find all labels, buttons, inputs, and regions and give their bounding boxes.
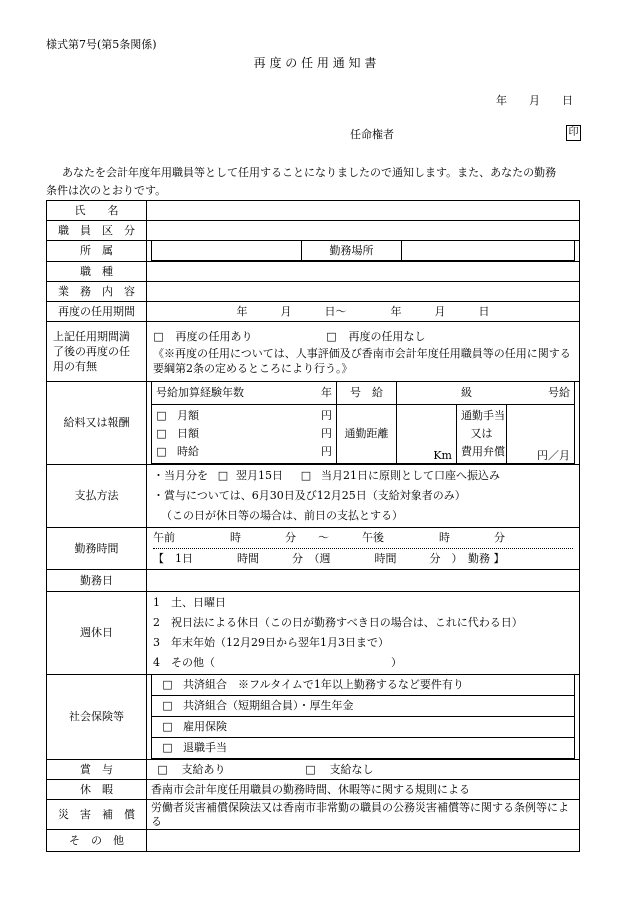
checkbox-ins-3[interactable]: □	[162, 720, 173, 733]
label-category: 職 員 区 分	[47, 221, 147, 241]
row-holiday	[47, 592, 580, 675]
label-hourly: 時給	[177, 445, 199, 458]
insurance-option-4	[152, 738, 575, 759]
row-job-type	[47, 262, 580, 282]
unit-km: Km	[397, 405, 457, 464]
label-name: 氏 名	[47, 201, 147, 221]
value-other[interactable]	[147, 830, 580, 852]
label-leave: 休 暇	[47, 780, 147, 800]
pay-line-1c: 当月21日に原則として口座へ振込み	[321, 469, 500, 482]
hours-line-2[interactable]: 【 1日 時間 分 （週 時間 分 ） 勤務 】	[153, 548, 573, 569]
row-other	[47, 830, 580, 852]
document-title: 再 度 の 任 用 通 知 書	[253, 56, 377, 70]
value-payment	[147, 465, 580, 528]
value-holiday	[147, 592, 580, 675]
appointer-label: 任命権者	[350, 128, 394, 141]
label-commute-distance: 通勤距離	[337, 405, 397, 464]
label-hours: 勤務時間	[47, 528, 147, 570]
row-hours	[47, 528, 580, 570]
label-payment: 支払方法	[47, 465, 147, 528]
checkbox-same-month[interactable]: □	[300, 469, 312, 482]
row-bonus	[47, 760, 580, 780]
checkbox-ins-4[interactable]: □	[162, 741, 173, 754]
checkbox-ins-1[interactable]: □	[162, 678, 173, 691]
salary-cell	[147, 382, 580, 465]
checkbox-reappoint-yes[interactable]: □	[153, 329, 164, 343]
hours-line-1[interactable]: 午前 時 分 〜 午後 時 分	[153, 531, 505, 544]
checkbox-monthly[interactable]: □	[156, 409, 167, 422]
ins-3-label: 雇用保険	[183, 720, 227, 733]
label-or: 又は	[470, 427, 493, 440]
pay-line-1b: 翌月15日	[236, 469, 283, 482]
value-reappoint	[147, 322, 580, 382]
pay-line-3: （この日が休日等の場合は、前日の支払とする）	[161, 509, 403, 522]
seal-mark	[566, 125, 581, 141]
label-affiliation: 所 属	[47, 241, 147, 262]
value-period[interactable]: 年 月 日〜 年 月 日	[147, 302, 580, 322]
label-workplace: 勤務場所	[302, 241, 402, 261]
pay-line-2: ・賞与については、6月30日及び12月25日（支給対象者のみ）	[153, 489, 466, 502]
insurance-option-1	[152, 675, 575, 696]
label-insurance: 社会保険等	[47, 675, 147, 760]
ins-2-label: 共済組合（短期組合員）・厚生年金	[183, 699, 354, 712]
value-bonus	[147, 760, 580, 780]
value-name[interactable]	[147, 201, 580, 221]
holiday-line-3: 3 年末年始（12月29日から翌年1月3日まで）	[153, 636, 389, 649]
row-leave	[47, 780, 580, 800]
unit-yen-hourly: 円	[321, 445, 332, 458]
checkbox-daily[interactable]: □	[156, 427, 167, 440]
intro-line-1: あなたを会計年度年用職員等として任用することになりましたので通知します。また、あなたの勤務	[62, 166, 557, 179]
salary-types-cell	[152, 405, 337, 464]
row-workday	[47, 570, 580, 592]
holiday-line-4[interactable]: 4 その他（ ）	[153, 656, 402, 669]
value-job-type[interactable]	[147, 262, 580, 282]
value-leave: 香南市会計年度任用職員の勤務時間、休暇等に関する規則による	[147, 780, 580, 800]
label-bonus: 賞 与	[47, 760, 147, 780]
label-workday: 勤務日	[47, 570, 147, 592]
label-other: そ の 他	[47, 830, 147, 852]
option-reappoint-yes: 再度の任用あり	[175, 329, 253, 343]
option-bonus-yes: 支給あり	[181, 762, 226, 776]
seal-icon: 印	[566, 125, 581, 141]
unit-yen-daily: 円	[321, 427, 332, 440]
reappoint-note: 《※再度の任用については、人事評価及び香南市会計年度任用職員等の任用に関する要綱第2条の定めるところにより行う。》	[153, 346, 571, 375]
unit-yen-monthly: 円	[321, 409, 332, 422]
label-monthly: 月額	[177, 409, 199, 422]
option-reappoint-no: 再度の任用なし	[348, 329, 426, 343]
holiday-line-1: 1 土、日曜日	[153, 596, 226, 609]
label-duties: 業 務 内 容	[47, 282, 147, 302]
ins-1-label: 共済組合 ※フルタイムで1年以上勤務するなど要件有り	[183, 678, 464, 691]
unit-gokyu: 号給	[548, 386, 570, 399]
row-salary	[47, 382, 580, 465]
row-compensation	[47, 800, 580, 830]
unit-kyu: 級	[461, 386, 472, 399]
affiliation-cell	[147, 241, 580, 262]
row-payment	[47, 465, 580, 528]
checkbox-reappoint-no[interactable]: □	[326, 329, 337, 343]
date-line: 年 月 日	[496, 94, 573, 107]
value-category[interactable]	[147, 221, 580, 241]
value-duties[interactable]	[147, 282, 580, 302]
value-hours	[147, 528, 580, 570]
row-reappoint	[47, 322, 580, 382]
value-insurance	[147, 675, 580, 760]
value-compensation: 労働者災害補償保険法又は香南市非常勤の職員の公務災害補償等に関する条例等による	[147, 800, 580, 830]
label-salary-years: 号給加算経験年数	[156, 386, 244, 399]
value-workday[interactable]	[147, 570, 580, 592]
row-affiliation	[47, 241, 580, 262]
checkbox-hourly[interactable]: □	[156, 445, 167, 458]
value-workplace[interactable]	[402, 241, 575, 261]
label-daily: 日額	[177, 427, 199, 440]
checkbox-bonus-yes[interactable]: □	[157, 762, 168, 776]
row-period	[47, 302, 580, 322]
form-number: 様式第7号(第5条関係)	[46, 38, 157, 51]
holiday-line-2: 2 祝日法による休日（この日が勤務すべき日の場合は、これに代わる日）	[153, 616, 523, 629]
unit-yen-per-month: 円／月	[507, 405, 575, 464]
label-salary-grade: 号 給	[337, 382, 397, 405]
label-salary: 給料又は報酬	[47, 382, 147, 465]
insurance-option-3	[152, 717, 575, 738]
label-period: 再度の任用期間	[47, 302, 147, 322]
grade-cell	[397, 382, 575, 405]
checkbox-next-month[interactable]: □	[217, 469, 229, 482]
label-reappoint: 上記任用期間満了後の再度の任用の有無	[47, 322, 147, 382]
pay-line-1a: ・当月分を	[153, 469, 208, 482]
checkbox-ins-2[interactable]: □	[162, 699, 173, 712]
intro-line-2: 条件は次のとおりです。	[46, 184, 167, 197]
label-commute-allowance: 通勤手当	[461, 409, 505, 422]
row-category	[47, 221, 580, 241]
checkbox-bonus-no[interactable]: □	[305, 762, 316, 776]
label-compensation: 災 害 補 償	[47, 800, 147, 830]
label-holiday: 週休日	[47, 592, 147, 675]
label-expense: 費用弁償	[461, 445, 505, 458]
value-affiliation[interactable]	[152, 241, 302, 261]
insurance-option-2	[152, 696, 575, 717]
ins-4-label: 退職手当	[183, 741, 227, 754]
row-insurance	[47, 675, 580, 760]
salary-years-cell	[152, 382, 337, 405]
commute-allowance-cell	[457, 405, 507, 464]
row-duties	[47, 282, 580, 302]
option-bonus-no: 支給なし	[329, 762, 374, 776]
label-job-type: 職 種	[47, 262, 147, 282]
notice-form-table	[46, 200, 580, 852]
unit-year: 年	[321, 386, 332, 399]
row-name	[47, 201, 580, 221]
